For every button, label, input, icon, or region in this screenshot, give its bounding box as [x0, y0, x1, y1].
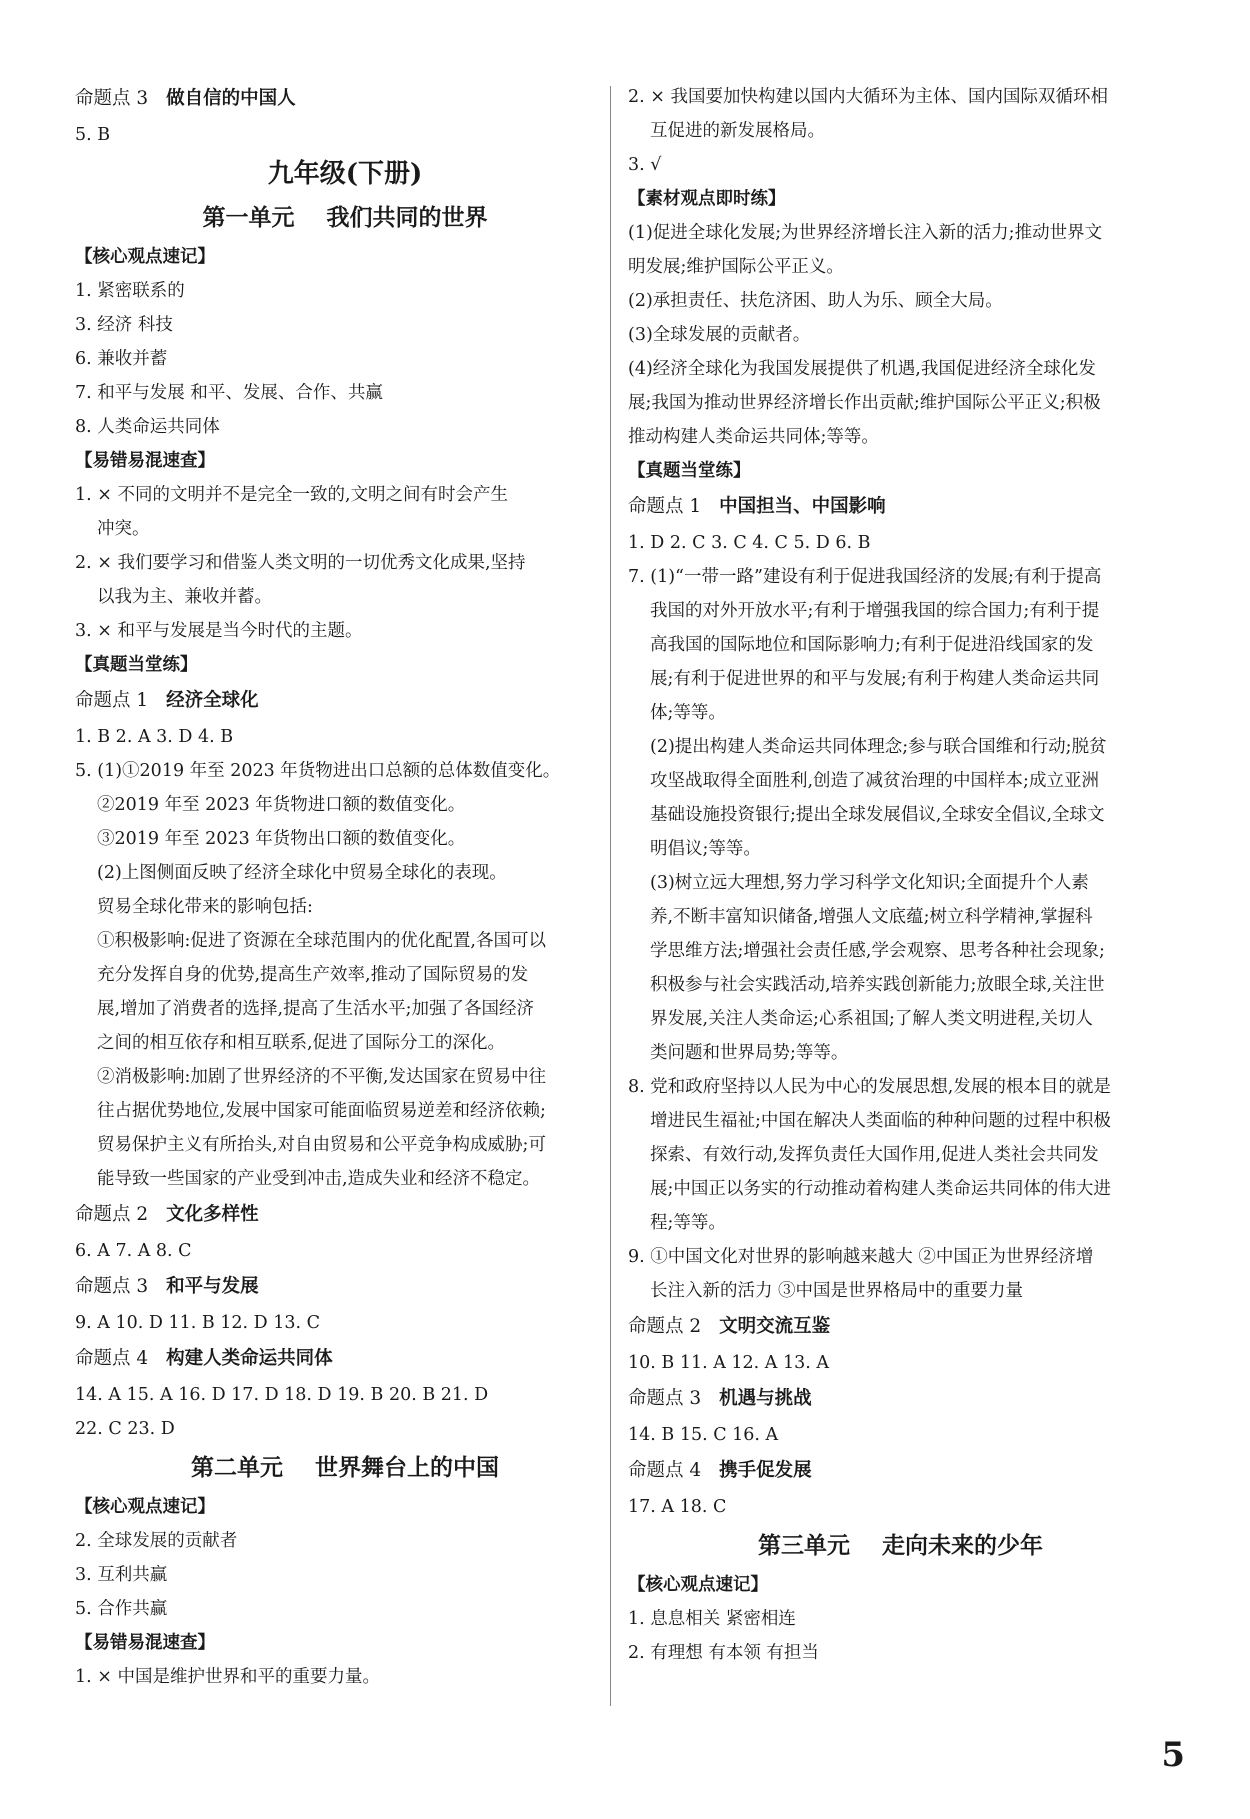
- answer-line: 8. 党和政府坚持以人民为中心的发展思想,发展的根本目的就是: [628, 1077, 1111, 1097]
- answer-line: 贸易保护主义有所抬头,对自由贸易和公平竞争构成威胁;可: [97, 1135, 546, 1155]
- question-point-number: 命题点 1: [75, 690, 149, 711]
- answer-line: 14. A 15. A 16. D 17. D 18. D 19. B 20. B 21. D: [75, 1385, 489, 1405]
- answer-line: (2)承担责任、扶危济困、助人为乐、顾全大局。: [628, 291, 1003, 311]
- answer-line: 10. B 11. A 12. A 13. A: [628, 1353, 830, 1373]
- question-point-heading: [75, 1340, 615, 1378]
- question-point-title: 文化多样性: [166, 1204, 259, 1225]
- question-point-title: 机遇与挑战: [719, 1388, 812, 1409]
- question-point-number: 命题点 4: [75, 1348, 149, 1369]
- question-point-heading: [75, 1268, 615, 1306]
- answer-line: 7. 和平与发展 和平、发展、合作、共赢: [75, 383, 383, 403]
- answer-line: 5. B: [75, 125, 111, 145]
- section-label: 【真题当堂练】: [75, 655, 198, 675]
- answer-line: 5. 合作共赢: [75, 1599, 168, 1619]
- question-point-number: 命题点 2: [628, 1316, 702, 1337]
- answer-line: 我国的对外开放水平;有利于增强我国的综合国力;有利于提: [650, 601, 1100, 621]
- question-point-number: 命题点 3: [75, 1276, 149, 1297]
- answer-line: 学思维方法;增强社会责任感,学会观察、思考各种社会现象;: [650, 941, 1105, 961]
- answer-line: 充分发挥自身的优势,提高生产效率,推动了国际贸易的发: [97, 965, 529, 985]
- answer-line: 互促进的新发展格局。: [650, 121, 825, 141]
- answer-line: 3. √: [628, 155, 662, 175]
- right-column: [628, 80, 1173, 1670]
- answer-line: 3. × 和平与发展是当今时代的主题。: [75, 621, 363, 641]
- answer-line: (3)全球发展的贡献者。: [628, 325, 811, 345]
- section-label: 【真题当堂练】: [628, 461, 751, 481]
- answer-line: ②消极影响:加剧了世界经济的不平衡,发达国家在贸易中往: [97, 1067, 546, 1087]
- answer-line: 2. × 我国要加快构建以国内大循环为主体、国内国际双循环相: [628, 87, 1108, 107]
- question-point-number: 命题点 4: [628, 1460, 702, 1481]
- answer-line: 界发展,关注人类命运;心系祖国;了解人类文明进程,关切人: [650, 1009, 1093, 1029]
- answer-line: 展;中国正以务实的行动推动着构建人类命运共同体的伟大进: [650, 1179, 1111, 1199]
- answer-line: 3. 互利共赢: [75, 1565, 168, 1585]
- answer-line: (3)树立远大理想,努力学习科学文化知识;全面提升个人素: [650, 873, 1089, 893]
- question-point-title: 经济全球化: [166, 690, 259, 711]
- answer-line: 3. 经济 科技: [75, 315, 173, 335]
- answer-line: 体;等等。: [650, 703, 726, 723]
- answer-line: 明发展;维护国际公平正义。: [628, 257, 844, 277]
- answer-line: 类问题和世界局势;等等。: [650, 1043, 849, 1063]
- question-point-title: 做自信的中国人: [166, 88, 296, 109]
- answer-line: 探索、有效行动,发挥负责任大国作用,促进人类社会共同发: [650, 1145, 1099, 1165]
- answer-line: 长注入新的活力 ③中国是世界格局中的重要力量: [650, 1281, 1024, 1301]
- section-label: 【核心观点速记】: [75, 247, 215, 267]
- answer-line: ②2019 年至 2023 年货物进口额的数值变化。: [97, 795, 466, 815]
- question-point-number: 命题点 1: [628, 496, 702, 517]
- section-label: 【核心观点速记】: [628, 1575, 768, 1595]
- question-point-title: 文明交流互鉴: [719, 1316, 831, 1337]
- question-point-heading: [75, 682, 615, 720]
- answer-line: 增进民生福祉;中国在解决人类面临的种种问题的过程中积极: [650, 1111, 1111, 1131]
- question-point-number: 命题点 2: [75, 1204, 149, 1225]
- answer-line: 1. D 2. C 3. C 4. C 5. D 6. B: [628, 533, 871, 553]
- answer-line: (1)促进全球化发展;为世界经济增长注入新的活力;推动世界文: [628, 223, 1103, 243]
- question-point-heading: [628, 1380, 1173, 1418]
- answer-line: 2. × 我们要学习和借鉴人类文明的一切优秀文化成果,坚持: [75, 553, 526, 573]
- answer-line: ①积极影响:促进了资源在全球范围内的优化配置,各国可以: [97, 931, 546, 951]
- answer-line: 1. 紧密联系的: [75, 281, 185, 301]
- section-label: 【易错易混速查】: [75, 451, 215, 471]
- section-label: 【核心观点速记】: [75, 1497, 215, 1517]
- left-column: [75, 80, 615, 1694]
- question-point-heading: [75, 1196, 615, 1234]
- answer-line: 6. A 7. A 8. C: [75, 1241, 192, 1261]
- answer-line: 积极参与社会实践活动,培养实践创新能力;放眼全球,关注世: [650, 975, 1105, 995]
- answer-line: 推动构建人类命运共同体;等等。: [628, 427, 879, 447]
- answer-line: 养,不断丰富知识储备,增强人文底蕴;树立科学精神,掌握科: [650, 907, 1093, 927]
- question-point-title: 构建人类命运共同体: [166, 1348, 333, 1369]
- answer-line: 14. B 15. C 16. A: [628, 1425, 779, 1445]
- unit-title: 第一单元 我们共同的世界: [202, 204, 488, 231]
- answer-line: 贸易全球化带来的影响包括:: [97, 897, 313, 917]
- question-point-number: 命题点 3: [75, 88, 149, 109]
- answer-line: 22. C 23. D: [75, 1419, 175, 1439]
- question-point-title: 中国担当、中国影响: [719, 496, 886, 517]
- answer-line: 17. A 18. C: [628, 1497, 727, 1517]
- question-point-heading: [75, 80, 615, 118]
- answer-line: 之间的相互依存和相互联系,促进了国际分工的深化。: [97, 1033, 506, 1053]
- answer-line: 往占据优势地位,发展中国家可能面临贸易逆差和经济依赖;: [97, 1101, 546, 1121]
- question-point-heading: [628, 1308, 1173, 1346]
- question-point-heading: [628, 1452, 1173, 1490]
- answer-line: 基础设施投资银行;提出全球发展倡议,全球安全倡议,全球文: [650, 805, 1105, 825]
- answer-line: 1. 息息相关 紧密相连: [628, 1609, 796, 1629]
- answer-line: 高我国的国际地位和国际影响力;有利于促进沿线国家的发: [650, 635, 1094, 655]
- answer-line: 展;我国为推动世界经济增长作出贡献;维护国际公平正义;积极: [628, 393, 1101, 413]
- unit-title: 第三单元 走向未来的少年: [757, 1532, 1044, 1559]
- answer-line: 9. ①中国文化对世界的影响越来越大 ②中国正为世界经济增: [628, 1247, 1094, 1267]
- question-point-heading: [628, 488, 1173, 526]
- question-point-title: 携手促发展: [719, 1460, 812, 1481]
- answer-line: 能导致一些国家的产业受到冲击,造成失业和经济不稳定。: [97, 1169, 541, 1189]
- answer-line: (2)上图侧面反映了经济全球化中贸易全球化的表现。: [97, 863, 507, 883]
- answer-line: 攻坚战取得全面胜利,创造了减贫治理的中国样本;成立亚洲: [650, 771, 1099, 791]
- question-point-number: 命题点 3: [628, 1388, 702, 1409]
- grade-title: 九年级(下册): [267, 159, 423, 189]
- answer-line: 6. 兼收并蓄: [75, 349, 168, 369]
- answer-line: 以我为主、兼收并蓄。: [97, 587, 272, 607]
- page-number: 5: [1161, 1735, 1185, 1775]
- answer-line: 2. 有理想 有本领 有担当: [628, 1643, 819, 1663]
- unit-title: 第二单元 世界舞台上的中国: [190, 1454, 500, 1481]
- answer-line: 1. × 不同的文明并不是完全一致的,文明之间有时会产生: [75, 485, 509, 505]
- answer-line: ③2019 年至 2023 年货物出口额的数值变化。: [97, 829, 466, 849]
- answer-line: (2)提出构建人类命运共同体理念;参与联合国维和行动;脱贫: [650, 737, 1107, 757]
- answer-line: 明倡议;等等。: [650, 839, 761, 859]
- answer-line: 程;等等。: [650, 1213, 726, 1233]
- section-label: 【素材观点即时练】: [628, 189, 786, 209]
- answer-line: 展;有利于促进世界的和平与发展;有利于构建人类命运共同: [650, 669, 1100, 689]
- answer-line: 2. 全球发展的贡献者: [75, 1531, 238, 1551]
- question-point-title: 和平与发展: [166, 1276, 259, 1297]
- answer-line: 1. B 2. A 3. D 4. B: [75, 727, 234, 747]
- answer-line: 5. (1)①2019 年至 2023 年货物进出口总额的总体数值变化。: [75, 761, 561, 781]
- answer-line: 7. (1)“一带一路”建设有利于促进我国经济的发展;有利于提高: [628, 567, 1102, 587]
- section-label: 【易错易混速查】: [75, 1633, 215, 1653]
- answer-line: 1. × 中国是维护世界和平的重要力量。: [75, 1667, 380, 1687]
- answer-line: 冲突。: [97, 519, 150, 539]
- answer-line: (4)经济全球化为我国发展提供了机遇,我国促进经济全球化发: [628, 359, 1096, 379]
- answer-line: 8. 人类命运共同体: [75, 417, 220, 437]
- answer-line: 展,增加了消费者的选择,提高了生活水平;加强了各国经济: [97, 999, 535, 1019]
- answer-line: 9. A 10. D 11. B 12. D 13. C: [75, 1313, 321, 1333]
